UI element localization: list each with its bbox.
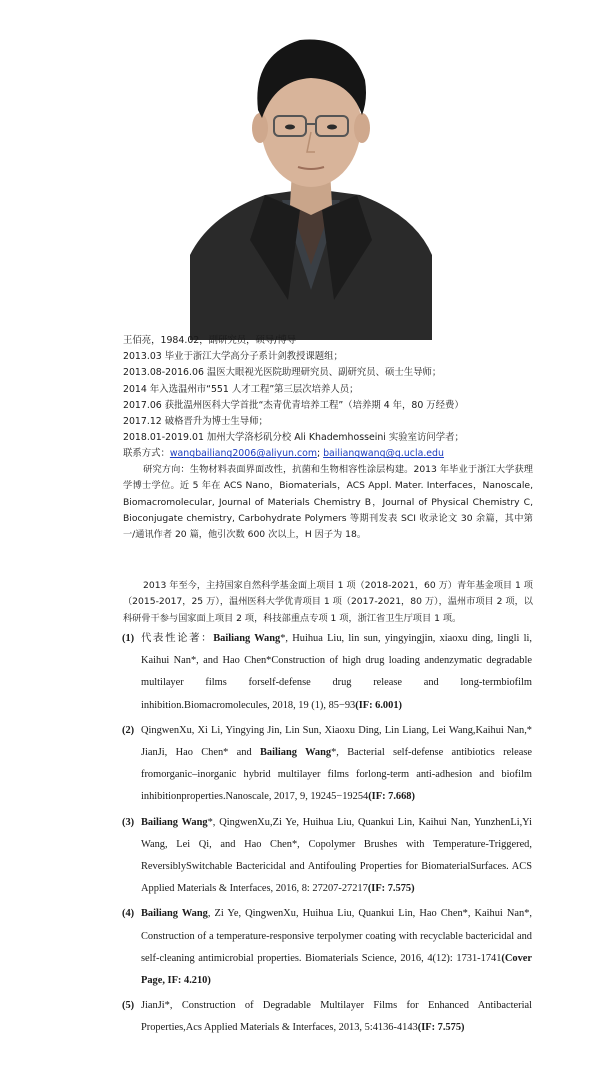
profile-info bbox=[123, 333, 543, 463]
timeline-item: 2017.12 破格晋升为博士生导师； bbox=[123, 416, 268, 428]
email-separator: ; bbox=[316, 448, 324, 460]
publication-title: Construction of a temperature-responsive terpolymer coating with recyclable bactericidal and self-cleaning antimicrobial properties. Biomaterials Science, 2016, 4(12): 1731-1741 bbox=[141, 930, 532, 964]
publication-title: Copolymer Brushes with Temperature-Triggered, ReversiblySwitchable Bactericidal and Antifouling Properties for BiomaterialSurfaces. ACS Applied Materials & Interfaces, 2016, 8: 27207-27217 bbox=[141, 838, 532, 895]
timeline-item: 2018.01-2019.01 加州大学洛杉矶分校 Ali Khademhosseini 实验室访问学者； bbox=[123, 432, 464, 444]
publication-authors: QingwenXu, Xi Li, Yingying Jin, Lin Sun, Xiaoxu Ding, Lin Liang, Lei Wang,Kaihui Nan,* JianJi, Hao Chen* and bbox=[141, 724, 532, 759]
publication-number: (1) bbox=[122, 633, 135, 644]
highlighted-author: Bailiang Wang bbox=[213, 633, 281, 644]
publication-authors: JianJi*, bbox=[141, 1000, 182, 1012]
publication-list bbox=[122, 628, 532, 1043]
impact-factor: (IF: 7.575) bbox=[367, 883, 415, 895]
publication-number: (5) bbox=[122, 1000, 135, 1012]
publication-authors: *, Huihua Liu, lin sun, yingyingjin, xiaoxu ding, lingli li, Kaihui Nan*, and Hao Chen* bbox=[141, 633, 532, 667]
publication-authors: *, QingwenXu,Zi Ye, Huihua Liu, Quankui Lin, Kaihui Nan, YunzhenLi,Yi Wang, Lei Qi, and Hao Chen*, bbox=[141, 816, 532, 850]
research-paragraph bbox=[123, 462, 533, 543]
highlighted-author: Bailiang Wang bbox=[141, 816, 208, 828]
publication-number: (4) bbox=[122, 908, 135, 920]
impact-factor: (IF: 7.575) bbox=[417, 1022, 465, 1034]
publication-authors-post: *, bbox=[331, 747, 348, 759]
funding-paragraph bbox=[123, 578, 533, 627]
impact-factor: (IF: 7.668) bbox=[368, 791, 415, 803]
publication-authors: , Zi Ye, QingwenXu, Huihua Liu, Quankui Lin, Hao Chen*, Kaihui Nan*, bbox=[207, 908, 532, 920]
publication-intro-label: 代表性论著： bbox=[141, 633, 214, 644]
timeline-item: 2013.08-2016.06 温医大眼视光医院助理研究员、副研究员、硕士生导师； bbox=[123, 367, 442, 379]
contact-line bbox=[123, 446, 543, 462]
publication-item bbox=[122, 628, 532, 717]
publication-number: (2) bbox=[122, 724, 135, 736]
portrait-photo bbox=[190, 0, 432, 340]
publication-item bbox=[122, 720, 532, 809]
impact-factor: (IF: 6.001) bbox=[355, 699, 402, 711]
email-link-aliyun[interactable]: wangbailiang2006@aliyun.com bbox=[169, 448, 317, 460]
contact-label: 联系方式： bbox=[123, 448, 170, 460]
publication-number: (3) bbox=[122, 816, 135, 828]
impact-factor: (Cover Page, IF: 4.210) bbox=[141, 952, 532, 987]
profile-header-line: 王佰亮，1984.02，副研究员，硕导/博导 bbox=[123, 335, 297, 346]
email-link-ucla[interactable]: bailiangwang@g.ucla.edu bbox=[323, 448, 444, 460]
publication-title: Construction of high drug loading andenzymatic degradable multilayer films forself-defense drug release and long-termbiofilm inhibition.Biomacromolecules, 2018, 19 (1), 85−93 bbox=[141, 655, 532, 711]
publication-title: Bacterial self-defense antibiotics release fromorganic–inorganic hybrid multilayer films forlong-term anti-adhesion and biofilm inhibitionproperties.Nanoscale, 2017, 9, 19245−19254 bbox=[141, 747, 532, 803]
highlighted-author: Bailiang Wang bbox=[141, 908, 208, 920]
timeline-item: 2014 年入选温州市“551 人才工程”第三层次培养人员； bbox=[123, 383, 359, 395]
publication-item bbox=[122, 812, 532, 901]
research-text: 研究方向：生物材料表面界面改性，抗菌和生物相容性涂层构建。2013 年毕业于浙江大学获理学博士学位。近 5 年在 ACS Nano，Biomaterials，ACS Appl. Mater. Interfaces，Nanoscale, Biomacromolecular, Journal of Materials Chemistry B，Journal of Physical Chemistry C, Bioconjugate chemistry, Carbohydrate Polymers 等期刊发表 SCI 收录论文 30 余篇，其中第一/通讯作者 20 篇，他引次数 600 次以上，H 因子为 18。 bbox=[123, 464, 533, 541]
publication-title: Construction of Degradable Multilayer Films for Enhanced Antibacterial Properties,Acs Applied Materials & Interfaces, 2013, 5:4136-4143 bbox=[141, 1000, 532, 1034]
timeline-item: 2017.06 获批温州医科大学首批“杰青优青培养工程”（培养期 4 年，80 万经费） bbox=[123, 399, 464, 411]
publication-item bbox=[122, 903, 532, 992]
highlighted-author: Bailiang Wang bbox=[260, 747, 332, 759]
timeline-item: 2013.03 毕业于浙江大学高分子系计剑教授课题组； bbox=[123, 351, 343, 363]
publication-item bbox=[122, 995, 532, 1039]
funding-text: 2013 年至今，主持国家自然科学基金面上项目 1 项（2018-2021，60 万）青年基金项目 1 项（2015-2017，25 万），温州医科大学优青项目 1 项（2017-2021，80 万），温州市项目 2 项，以科研骨干参与国家面上项目 2 项，科技部重点专项 1 项，浙江省卫生厅项目 1 项。 bbox=[123, 580, 533, 624]
